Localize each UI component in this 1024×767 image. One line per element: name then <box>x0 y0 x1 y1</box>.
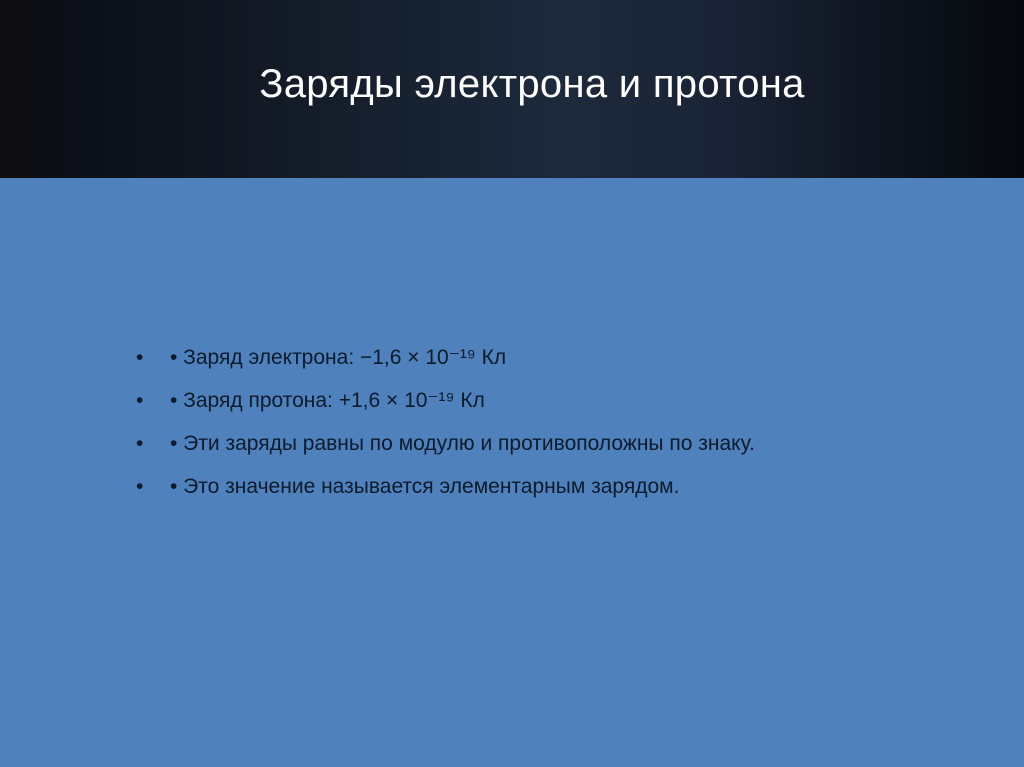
bullet-text: • Заряд электрона: −1,6 × 10⁻¹⁹ Кл <box>170 346 507 369</box>
bullet-item <box>130 336 990 379</box>
bullet-marker: • <box>136 346 144 369</box>
bullet-marker: • <box>136 432 144 455</box>
bullet-text: • Эти заряды равны по модулю и противоположны по знаку. <box>170 432 755 455</box>
bullet-item <box>130 465 990 508</box>
bullet-text: • Заряд протона: +1,6 × 10⁻¹⁹ Кл <box>170 389 485 412</box>
bullet-item <box>130 422 990 465</box>
bullet-item <box>130 379 990 422</box>
bullet-text: • Это значение называется элементарным зарядом. <box>170 475 680 498</box>
slide-header <box>0 0 1024 178</box>
bullet-marker: • <box>136 475 144 498</box>
bullet-marker: • <box>136 389 144 412</box>
bullet-list <box>130 336 990 508</box>
slide-title: Заряды электрона и протона <box>259 62 805 106</box>
